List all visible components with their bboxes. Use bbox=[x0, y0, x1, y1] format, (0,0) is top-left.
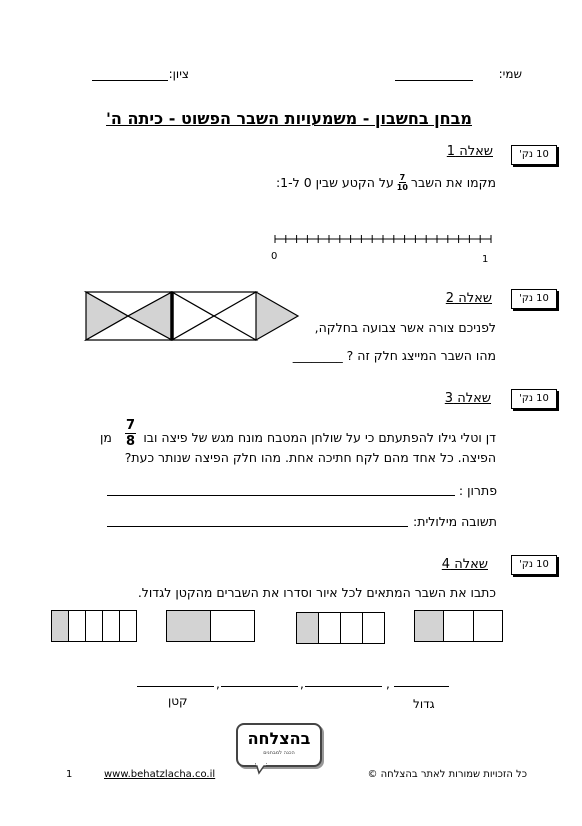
name-label: שמי: bbox=[498, 67, 522, 81]
bar-cell bbox=[69, 611, 86, 641]
bar-cell bbox=[341, 613, 363, 643]
q3-line-1-main: דן וטלי גילו להפתעתם כי על שולחן המטבח מונח מגש של פיצה ובו bbox=[143, 430, 496, 445]
bar-cell-shaded bbox=[167, 611, 211, 641]
footer-copyright: כל הזכויות שמורות לאתר בהצלחה © bbox=[367, 769, 527, 780]
q4-largest-label: גדול bbox=[413, 697, 435, 711]
page-title: מבחן בחשבון - משמעויות השבר הפשוט - כיתה ה' bbox=[106, 109, 472, 128]
grade-label: ציון: bbox=[168, 67, 189, 81]
q3-points-badge: 10 נק' bbox=[511, 389, 557, 409]
q1-fraction bbox=[397, 173, 408, 192]
behatzlacha-logo bbox=[236, 723, 322, 767]
bar-cell bbox=[444, 611, 473, 641]
q1-text-after: על הקטע שבין 0 ל-1: bbox=[275, 175, 394, 190]
q3-solution-line[interactable] bbox=[107, 495, 455, 496]
q4-bar-2 bbox=[166, 610, 255, 642]
q4-bar-1 bbox=[51, 610, 137, 642]
q2-line-2: מהו השבר המייצג חלק זה ? ________ bbox=[292, 348, 496, 363]
bar-cell bbox=[120, 611, 136, 641]
grade-field-line[interactable] bbox=[92, 80, 168, 81]
q4-answer-slot-1[interactable] bbox=[137, 686, 214, 687]
q3-answer-line[interactable] bbox=[107, 526, 408, 527]
q3-fraction bbox=[125, 418, 136, 449]
logo-text: בהצלחה bbox=[247, 729, 311, 748]
q4-answer-slot-2[interactable] bbox=[221, 686, 298, 687]
q4-answer-slot-4[interactable] bbox=[394, 686, 449, 687]
bar-cell bbox=[474, 611, 502, 641]
logo-subtext: הכנה למבחנים bbox=[263, 750, 295, 756]
q4-title: שאלה 4 bbox=[441, 557, 488, 572]
name-field-line[interactable] bbox=[395, 80, 473, 81]
q3-solution-label: פתרון : bbox=[458, 483, 497, 498]
q3-answer-label: תשובה מילולית: bbox=[413, 514, 497, 529]
footer-website-link[interactable]: www.behatzlacha.co.il bbox=[104, 769, 216, 780]
q2-points-badge: 10 נק' bbox=[511, 289, 557, 309]
q4-instruction: כתבו את השבר המתאים לכל איור וסדרו את השברים מהקטן לגדול. bbox=[137, 585, 496, 600]
bar-cell-shaded bbox=[52, 611, 69, 641]
q1-fraction-numerator: 7 bbox=[399, 173, 406, 182]
q1-points-badge: 10 נק' bbox=[511, 145, 557, 165]
q2-title: שאלה 2 bbox=[445, 291, 492, 306]
bar-cell-shaded bbox=[415, 611, 444, 641]
q1-axis-end-label: 1 bbox=[482, 254, 489, 265]
q4-smallest-label: קטן bbox=[168, 694, 188, 708]
bar-cell bbox=[103, 611, 120, 641]
logo-speech-tail-icon bbox=[255, 763, 269, 775]
q4-points-badge: 10 נק' bbox=[511, 555, 557, 575]
q4-bar-3 bbox=[296, 612, 385, 644]
bar-cell-shaded bbox=[297, 613, 319, 643]
q3-line-2: הפיצה. כל אחד מהם לקח חתיכה אחת. מהו חלק הפיצה שנותר כעת? bbox=[124, 450, 496, 465]
q3-fraction-numerator: 7 bbox=[126, 418, 136, 433]
q1-fraction-denominator: 10 bbox=[396, 183, 408, 192]
q1-axis-start-label: 0 bbox=[271, 251, 278, 262]
q1-number-line[interactable] bbox=[270, 230, 500, 250]
bar-cell bbox=[363, 613, 384, 643]
bar-cell bbox=[86, 611, 103, 641]
bar-cell bbox=[319, 613, 341, 643]
q1-instruction bbox=[276, 173, 496, 192]
q2-line-1: לפניכם צורה אשר צבועה בחלקה, bbox=[314, 320, 496, 335]
bar-cell bbox=[211, 611, 254, 641]
q1-text-before: מקמו את השבר bbox=[410, 175, 496, 190]
q3-line-1-end: מן bbox=[100, 430, 112, 445]
q4-bar-4 bbox=[414, 610, 503, 642]
q3-fraction-denominator: 8 bbox=[126, 434, 136, 449]
q2-triangle-shape bbox=[80, 286, 302, 346]
q2-triangle-8 bbox=[256, 292, 298, 340]
q1-title: שאלה 1 bbox=[446, 144, 493, 159]
q4-answer-slot-3[interactable] bbox=[305, 686, 382, 687]
q3-title: שאלה 3 bbox=[444, 391, 491, 406]
footer-page-number: 1 bbox=[66, 769, 73, 780]
